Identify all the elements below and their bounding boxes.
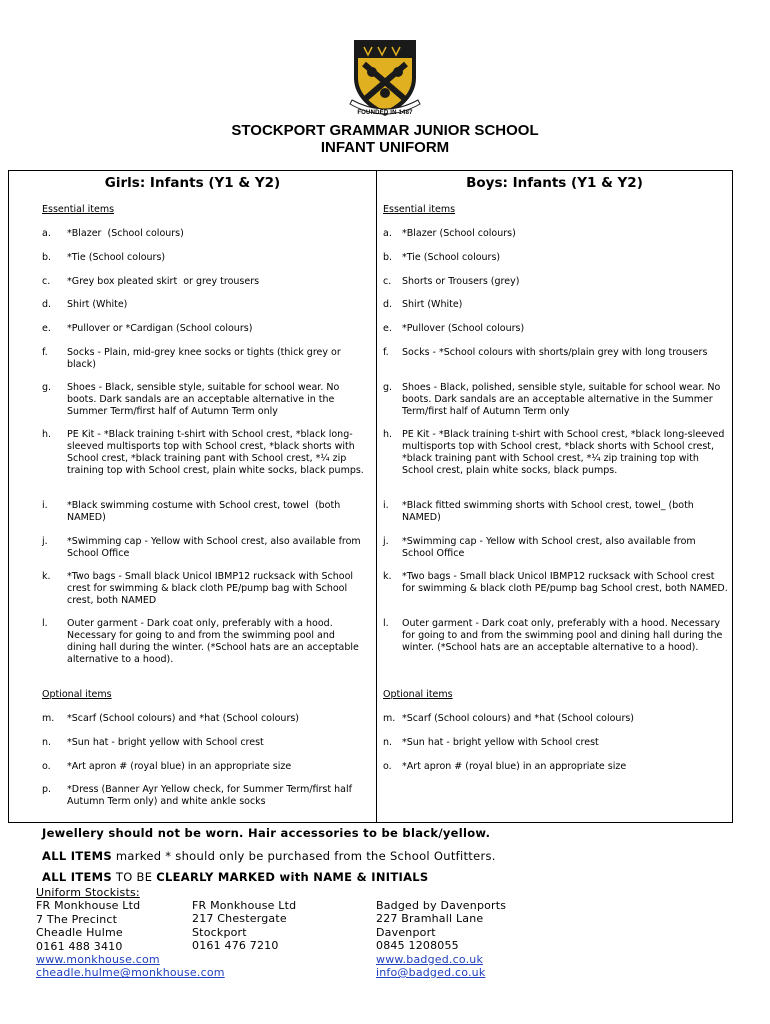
item-text: *Sun hat - bright yellow with School crest [67,737,264,748]
marking-notice [8,870,733,884]
stockist-phone: 0161 476 7210 [192,939,279,953]
item-text: Shoes - Black, sensible style, suitable for school wear. No boots. Dark sandals are an acceptable alternative in the Summer Term/first half of Autumn Term only [67,382,343,417]
item-text: Shorts or Trousers (grey) [402,276,520,287]
stockist-line: Stockport [192,925,247,939]
item-letter: b. [383,252,393,263]
item-text: *Swimming cap - Yellow with School crest, also available from School Office [67,536,364,559]
item-letter: f. [383,347,389,358]
item-letter: c. [383,276,392,287]
outfitters-notice [8,849,733,863]
notice-text: TO BE [111,870,157,884]
item-text: *Dress (Banner Ayr Yellow check, for Summer Term/first half Autumn Term only) and white ankle socks [67,784,355,807]
stockist-line: FR Monkhouse Ltd [192,899,297,912]
item-letter: a. [42,228,51,239]
uniform-table [8,170,733,823]
badged-website-link[interactable]: www.badged.co.uk [376,952,484,966]
item-letter: k. [383,571,392,582]
item-text: Socks - Plain, mid-grey knee socks or tights (thick grey or black) [67,347,344,370]
item-letter: j. [383,536,389,547]
item-letter: m. [42,713,55,724]
document-title: INFANT UNIFORM [320,139,450,156]
item-letter: l. [383,618,389,629]
item-letter: o. [42,761,51,772]
boys-heading: Boys: Infants (Y1 & Y2) [466,175,643,191]
monkhouse-website-link[interactable]: www.monkhouse.com [36,953,160,967]
item-letter: e. [383,323,392,334]
notice-emphasis: CLEARLY MARKED with NAME & INITIALS [156,870,429,884]
item-text: *Swimming cap - Yellow with School crest, also available from School Office [402,536,699,559]
item-text: *Blazer (School colours) [67,228,184,239]
item-text: PE Kit - *Black training t-shirt with School crest, *black long-sleeved multisports top with School crest, *black shorts with School crest, *black training pant with School crest, *¼ zip training top with School crest, plain white socks, black pumps. [67,429,364,476]
item-text: *Black fitted swimming shorts with School crest, towel_ (both NAMED) [402,500,697,523]
item-text: *Two bags - Small black Unicol IBMP12 rucksack with School crest for swimming & black cloth PE/pump bag with School crest, both NAMED [67,571,357,606]
item-text: Shoes - Black, polished, sensible style, suitable for school wear. No boots. Dark sandals are an acceptable alternative in the Summer Term/first half of Autumn Term only [402,382,724,417]
notice-emphasis: ALL ITEMS [42,870,112,884]
item-letter: m. [383,713,396,724]
notice-text: marked * should only be purchased from the School Outfitters. [111,849,496,863]
boys-optional-label: Optional items [383,689,453,700]
item-letter: g. [383,382,393,393]
item-text: *Black swimming costume with School crest, towel (both NAMED) [67,500,344,523]
item-letter: b. [42,252,52,263]
girls-column [42,171,372,821]
item-letter: d. [383,299,393,310]
item-letter: d. [42,299,52,310]
school-crest-logo [346,38,424,120]
badged-email-link[interactable]: info@badged.co.uk [376,966,486,980]
item-text: *Blazer (School colours) [402,228,516,239]
girls-essential-label: Essential items [42,204,115,215]
stockist-line: 217 Chestergate [192,912,287,926]
item-text: *Tie (School colours) [402,252,501,263]
item-letter: i. [383,500,389,511]
item-text: Socks - *School colours with shorts/plain grey with long trousers [402,347,708,358]
girls-optional-label: Optional items [42,689,112,700]
item-text: *Grey box pleated skirt or grey trousers [67,276,260,287]
item-letter: n. [383,737,393,748]
item-text: *Pullover (School colours) [402,323,525,334]
item-letter: n. [42,737,52,748]
item-text: *Scarf (School colours) and *hat (School colours) [402,713,635,724]
item-text: *Tie (School colours) [67,252,166,263]
item-text: Outer garment - Dark coat only, preferably with a hood. Necessary for going to and from the swimming pool and dining hall during the winter. (*School hats are an acceptable alternative to a hood). [402,618,726,653]
stockist-monkhouse-stockport [192,899,296,953]
item-letter: i. [42,500,48,511]
notice-emphasis: ALL ITEMS [42,849,112,863]
item-text: Shirt (White) [67,299,128,310]
item-text: *Two bags - Small black Unicol IBMP12 rucksack with School crest for swimming & black cloth PE/pump bag School crest, both NAMED. [402,571,728,594]
stockist-line: 7 The Precinct [36,912,118,926]
monkhouse-email-link[interactable]: cheadle.hulme@monkhouse.com [36,966,225,980]
item-text: Outer garment - Dark coat only, preferably with a hood. Necessary for going to and from the swimming pool and dining hall during the winter. (*School hats are an acceptable alternative to a hood). [67,618,362,665]
stockist-line: Cheadle Hulme [36,926,123,940]
item-text: *Art apron # (royal blue) in an appropriate size [67,761,292,772]
item-letter: o. [383,761,392,772]
item-letter: j. [42,536,48,547]
item-letter: c. [42,276,51,287]
stockist-line: FR Monkhouse Ltd [36,899,141,913]
stockist-line: Davenport [376,925,436,939]
stockist-badged [376,899,506,979]
item-letter: l. [42,618,48,629]
stockists-heading: Uniform Stockists: [36,886,140,899]
item-letter: a. [383,228,392,239]
jewellery-notice: Jewellery should not be worn. Hair accessories to be black/yellow. [42,826,491,840]
item-letter: p. [42,784,52,795]
item-letter: e. [42,323,51,334]
item-text: *Sun hat - bright yellow with School crest [402,737,599,748]
item-letter: f. [42,347,48,358]
founded-label: FOUNDED IN 1487 [357,110,413,116]
item-text: Shirt (White) [402,299,463,310]
item-text: PE Kit - *Black training t-shirt with School crest, *black long-sleeved multisports top with School crest, *black shorts with School crest, *black training pant with School crest, *¼ zip training top with School crest, plain white socks, black pumps. [402,429,728,476]
stockist-phone: 0161 488 3410 [36,939,123,953]
stockist-line: 227 Bramhall Lane [376,912,484,926]
item-letter: h. [383,429,393,440]
stockist-line: Badged by Davenports [376,899,507,912]
stockist-phone: 0845 1208055 [376,939,459,953]
item-letter: h. [42,429,52,440]
item-text: *Art apron # (royal blue) in an appropriate size [402,761,627,772]
boys-essential-label: Essential items [383,204,456,215]
item-letter: g. [42,382,52,393]
column-divider [376,171,377,823]
school-title: STOCKPORT GRAMMAR JUNIOR SCHOOL [231,122,539,139]
boys-column [383,171,733,821]
item-letter: k. [42,571,51,582]
item-text: *Pullover or *Cardigan (School colours) [67,323,253,334]
item-text: *Scarf (School colours) and *hat (School colours) [67,713,300,724]
girls-heading: Girls: Infants (Y1 & Y2) [104,175,281,191]
